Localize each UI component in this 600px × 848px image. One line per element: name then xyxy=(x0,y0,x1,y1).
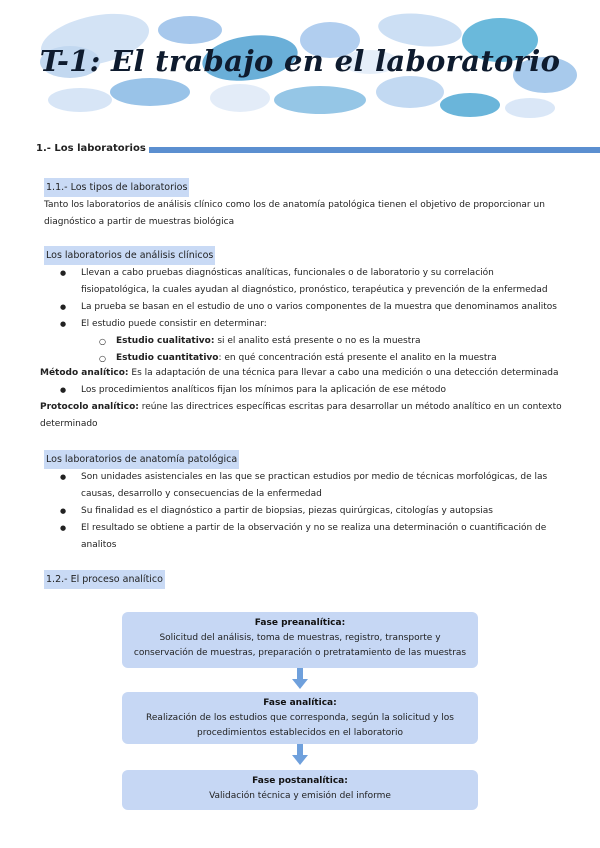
term-cualitativo: Estudio cualitativo: xyxy=(116,336,215,346)
definition-text: si el analito está presente o no es la muestra xyxy=(214,336,421,346)
flow-title: Fase preanalítica: xyxy=(254,618,346,628)
section-heading xyxy=(36,142,600,158)
flow-box-analitica xyxy=(122,692,478,744)
subheading-tipos: 1.1.- Los tipos de laboratorios xyxy=(44,178,189,197)
arrow-down-icon xyxy=(290,668,310,690)
list-item: ● Son unidades asistenciales en las que se practican estudios por medio de técnicas morfológicas, de las causas, desarrollo y consecuencias de la enfermedad xyxy=(44,469,564,503)
flow-title: Fase analítica: xyxy=(263,698,337,708)
flow-box-postanalitica xyxy=(122,770,478,810)
term-metodo: Método analítico: xyxy=(40,368,129,378)
definition-text: Es la adaptación de una técnica para llevar a cabo una medición o una detección determinada xyxy=(128,368,559,378)
protocolo-line xyxy=(40,399,564,433)
list-item: ● Los procedimientos analíticos fijan los mínimos para la aplicación de ese método xyxy=(44,382,564,399)
list-item: ● Su finalidad es el diagnóstico a partir de biopsias, piezas quirúrgicas, citologías y autopsias xyxy=(44,503,564,520)
arrow-down-icon xyxy=(290,744,310,766)
flow-text: Solicitud del análisis, toma de muestras, registro, transporte y conservación de muestras, preparación o pretratamiento de las muestras xyxy=(133,633,467,658)
page-title: T-1: El trabajo en el laboratorio xyxy=(39,44,561,78)
metodo-line xyxy=(40,365,564,382)
flow-title: Fase postanalítica: xyxy=(252,776,348,786)
intro-paragraph: Tanto los laboratorios de análisis clínico como los de anatomía patológica tienen el objetivo de proporcionar un diagnóstico a partir de muestras biológica xyxy=(44,200,545,227)
list-item: ● El estudio puede consistir en determinar: xyxy=(44,316,564,333)
flow-text: Realización de los estudios que corresponda, según la solicitud y los procedimientos establecidos en el laboratorio xyxy=(146,713,454,738)
definition-text: reúne las directrices específicas escritas para desarrollar un método analítico en un contexto determinado xyxy=(40,402,562,429)
section-title: 1.- Los laboratorios xyxy=(36,143,149,154)
list-item: ● Llevan a cabo pruebas diagnósticas analíticas, funcionales o de laboratorio y su correlación fisiopatológica, la cuales ayudan al diagnóstico, pronóstico, terapéutica y prevención de la enfermedad xyxy=(44,265,564,299)
flow-box-preanalitica xyxy=(122,612,478,668)
section-bar xyxy=(126,147,600,153)
definition-text: : en qué concentración está presente el analito en la muestra xyxy=(218,353,497,363)
list-item: ● El resultado se obtiene a partir de la observación y no se realiza una determinación o cuantificación de analitos xyxy=(44,520,564,554)
flow-text: Validación técnica y emisión del informe xyxy=(209,791,391,801)
term-protocolo: Protocolo analítico: xyxy=(40,402,139,412)
subheading-proceso: 1.2.- El proceso analítico xyxy=(44,570,165,589)
list-item: ● La prueba se basan en el estudio de uno o varios componentes de la muestra que denominamos analitos xyxy=(44,299,564,316)
term-cuantitativo: Estudio cuantitativo xyxy=(116,353,219,363)
subheading-clinicos: Los laboratorios de análisis clínicos xyxy=(44,246,215,265)
list-item xyxy=(44,333,564,350)
subheading-anatomia: Los laboratorios de anatomía patológica xyxy=(44,450,239,469)
